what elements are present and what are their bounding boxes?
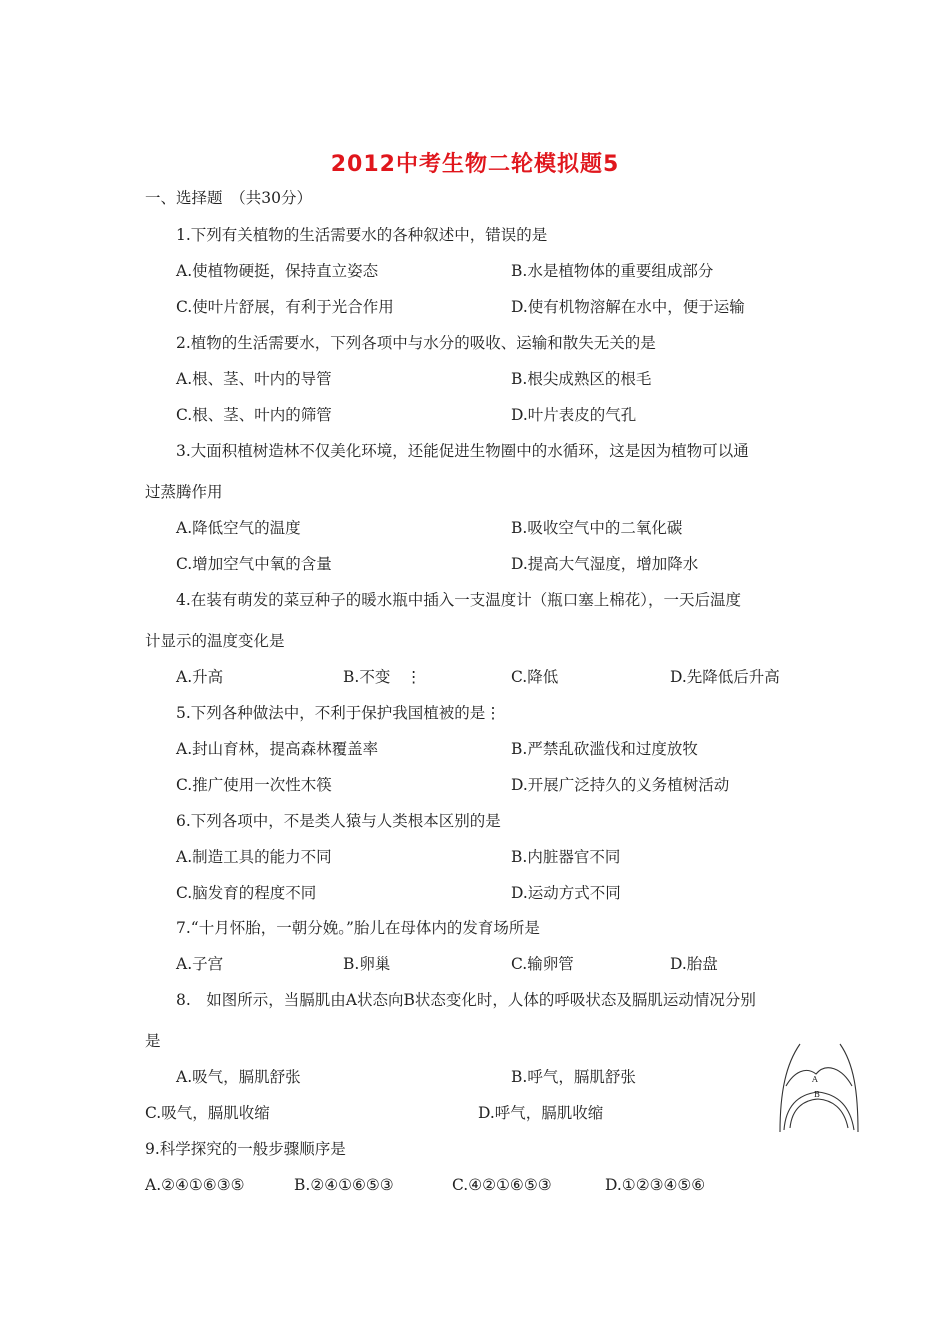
question-2-stem: 2.植物的生活需要水，下列各项中与水分的吸收、运输和散失无关的是 [176,334,656,352]
question-4-option-a: A.升高 [176,668,224,686]
question-8-option-b: B.呼气，膈肌舒张 [511,1068,636,1086]
question-3-option-c: C.增加空气中氧的含量 [176,555,332,573]
question-1-option-b: B.水是植物体的重要组成部分 [511,262,714,280]
section-heading: 一、选择题 （共30分） [145,189,312,207]
question-2-option-d: D.叶片表皮的气孔 [511,406,637,424]
question-6-option-a: A.制造工具的能力不同 [176,848,332,866]
question-7-stem: 7.“十月怀胎，一朝分娩。”胎儿在母体内的发育场所是 [176,919,540,937]
question-7-option-b: B.卵巢 [343,955,391,973]
question-6-stem: 6.下列各项中，不是类人猿与人类根本区别的是 [176,812,501,830]
question-5-option-d: D.开展广泛持久的义务植树活动 [511,776,730,794]
page-title: 2012中考生物二轮模拟题5 [330,152,620,177]
question-1-option-a: A.使植物硬挺，保持直立姿态 [176,262,379,280]
question-2-option-c: C.根、茎、叶内的筛管 [176,406,332,424]
label-a: A [812,1075,818,1084]
question-4-option-b: B.不变 ⋮ [343,668,422,686]
question-6-option-d: D.运动方式不同 [511,884,621,902]
chest-wall-left [780,1044,800,1132]
question-2-option-a: A.根、茎、叶内的导管 [176,370,332,388]
question-6-option-b: B.内脏器官不同 [511,848,621,866]
label-b: B [814,1090,820,1099]
question-8-option-c: C.吸气，膈肌收缩 [145,1104,270,1122]
question-4-option-c: C.降低 [511,668,559,686]
question-1-option-c: C.使叶片舒展，有利于光合作用 [176,298,394,316]
question-8-stem-continued: 是 [145,1032,161,1050]
question-3-option-a: A.降低空气的温度 [176,519,301,537]
question-5-option-a: A.封山育林，提高森林覆盖率 [176,740,379,758]
question-4-option-d: D.先降低后升高 [670,668,780,686]
question-6-option-c: C.脑发育的程度不同 [176,884,317,902]
diaphragm-inner-b [790,1099,848,1128]
question-3-stem-continued: 过蒸腾作用 [145,483,223,501]
chest-wall-right [840,1044,858,1132]
question-8-option-a: A.吸气，膈肌舒张 [176,1068,301,1086]
question-3-stem: 3.大面积植树造林不仅美化环境，还能促进生物圈中的水循环，这是因为植物可以通 [176,442,749,460]
question-7-option-a: A.子宫 [176,955,224,973]
question-4-stem-continued: 计显示的温度变化是 [145,632,285,650]
question-8-option-d: D.呼气，膈肌收缩 [478,1104,604,1122]
question-5-stem: 5.下列各种做法中，不利于保护我国植被的是⋮ [176,704,501,722]
diaphragm-diagram [778,1042,860,1134]
question-9-option-a: A.②④①⑥③⑤ [145,1176,245,1194]
question-5-option-b: B.严禁乱砍滥伐和过度放牧 [511,740,698,758]
question-1-stem: 1.下列有关植物的生活需要水的各种叙述中，错误的是 [176,226,548,244]
question-3-option-b: B.吸收空气中的二氧化碳 [511,519,683,537]
question-2-option-b: B.根尖成熟区的根毛 [511,370,652,388]
question-8-stem: 8. 如图所示，当膈肌由A状态向B状态变化时，人体的呼吸状态及膈肌运动情况分别 [176,991,756,1009]
question-9-option-c: C.④②①⑥⑤③ [452,1176,552,1194]
question-7-option-d: D.胎盘 [670,955,718,973]
question-9-option-b: B.②④①⑥⑤③ [294,1176,394,1194]
question-4-stem: 4.在装有萌发的菜豆种子的暖水瓶中插入一支温度计（瓶口塞上棉花），一天后温度 [176,591,742,609]
question-5-option-c: C.推广使用一次性木筷 [176,776,332,794]
question-7-option-c: C.输卵管 [511,955,574,973]
question-9-stem: 9.科学探究的一般步骤顺序是 [145,1140,346,1158]
question-9-option-d: D.①②③④⑤⑥ [605,1176,706,1194]
question-3-option-d: D.提高大气湿度，增加降水 [511,555,699,573]
diaphragm-state-a [786,1068,852,1086]
question-1-option-d: D.使有机物溶解在水中，便于运输 [511,298,745,316]
